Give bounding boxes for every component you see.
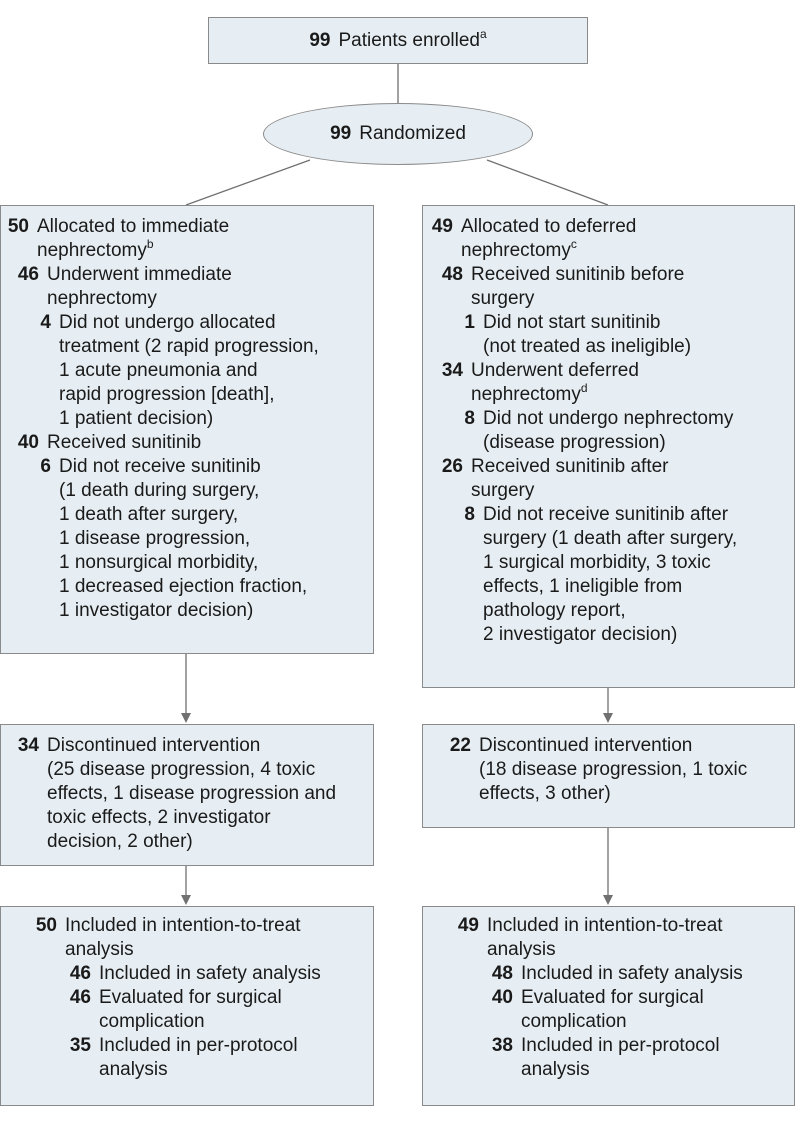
analysis-item-line [423, 986, 794, 1010]
allocation-heading-text: nephrectomy [37, 240, 147, 261]
connector-randomized-right [487, 160, 608, 205]
analysis-item [423, 1034, 794, 1082]
allocation-item-count: 46 [17, 264, 39, 285]
analysis-item-line [1, 986, 373, 1010]
allocation-item-text: Received sunitinib [47, 432, 202, 453]
allocation-item-text: rapid progression [death], [59, 384, 275, 405]
allocation-item-text: Received sunitinib before [471, 264, 685, 285]
analysis-item-count: 40 [491, 987, 513, 1008]
allocation-item-line [423, 407, 794, 431]
allocation-item-count: 1 [464, 312, 475, 333]
enrolled-label: Patients enrolled [338, 29, 480, 51]
allocation-item-text: surgery [471, 288, 535, 309]
allocation-item-line [423, 431, 794, 455]
allocation-item-line [1, 575, 373, 599]
allocation-heading [1, 215, 373, 263]
allocation-item-text: Did not undergo nephrectomy [483, 408, 734, 429]
enrolled-box [208, 17, 588, 64]
randomized-label: Randomized [359, 123, 466, 144]
allocation-item-line [1, 551, 373, 575]
allocation-item-line [423, 623, 794, 647]
discontinued-entry-text: effects, 3 other) [479, 783, 611, 804]
allocation-item-text: 1 nonsurgical morbidity, [59, 552, 259, 573]
randomized-count: 99 [330, 123, 352, 144]
enrolled-count: 99 [309, 29, 331, 51]
allocation-item-text: 1 investigator decision) [59, 600, 254, 621]
allocation-item-text: Underwent deferred [471, 360, 639, 381]
analysis-heading [1, 914, 373, 962]
discontinued-entry-line [1, 782, 373, 806]
connector-randomized-left [186, 160, 310, 205]
analysis-heading-line [423, 938, 794, 962]
analysis-item-count: 38 [491, 1035, 513, 1056]
analysis-item-line [423, 962, 794, 986]
discontinued-entry-line [1, 758, 373, 782]
allocation-item-line [423, 599, 794, 623]
allocation-item-line [423, 503, 794, 527]
allocation-item-line [1, 311, 373, 335]
allocation-item-count: 8 [464, 408, 475, 429]
allocation-heading-text: Allocated to immediate [37, 216, 230, 237]
allocation-item-line [1, 287, 373, 311]
allocation-item-line [1, 503, 373, 527]
allocation-item-text: Did not receive sunitinib [59, 456, 261, 477]
allocation-item-text: Did not start sunitinib [483, 312, 661, 333]
allocation-item-text: effects, 1 ineligible from [483, 576, 683, 597]
allocation-heading-line [423, 215, 794, 239]
allocation-item [423, 311, 794, 359]
allocation-item [1, 311, 373, 431]
allocation-item [423, 359, 794, 407]
allocation-item-line [1, 335, 373, 359]
allocation-item-line [1, 455, 373, 479]
deferred-discontinued-box [422, 724, 795, 828]
allocation-item-line [423, 335, 794, 359]
allocation-item-text: Did not receive sunitinib after [483, 504, 729, 525]
allocation-item-text: Underwent immediate [47, 264, 232, 285]
analysis-item-line [1, 1058, 373, 1082]
allocation-item-count: 26 [441, 456, 463, 477]
allocation-item-line [1, 359, 373, 383]
analysis-item-text: complication [99, 1011, 205, 1032]
immediate-discontinued-box [0, 724, 374, 866]
allocation-item [1, 455, 373, 623]
discontinued-entry-text: Discontinued intervention [479, 735, 693, 756]
analysis-item-text: complication [521, 1011, 627, 1032]
discontinued-entry-line [423, 758, 794, 782]
allocation-item-text: nephrectomy [47, 288, 157, 309]
analysis-item-line [423, 1034, 794, 1058]
analysis-heading-text: analysis [487, 939, 556, 960]
allocation-item-text: 1 death after surgery, [59, 504, 239, 525]
allocation-item-text: 1 surgical morbidity, 3 toxic [483, 552, 711, 573]
allocation-item-line [1, 599, 373, 623]
discontinued-entry-count: 34 [17, 735, 39, 756]
allocation-item-text: 2 investigator decision) [483, 624, 678, 645]
analysis-item-line [1, 962, 373, 986]
allocation-heading-count: 49 [431, 216, 453, 237]
analysis-heading-text: Included in intention-to-treat [65, 915, 301, 936]
allocation-item-line [423, 479, 794, 503]
allocation-item [1, 263, 373, 311]
allocation-item-line [1, 263, 373, 287]
discontinued-entry-text: decision, 2 other) [47, 831, 193, 852]
analysis-item-count: 35 [69, 1035, 91, 1056]
allocation-heading-footnote: b [146, 237, 154, 251]
analysis-item-line [423, 1010, 794, 1034]
allocation-heading [423, 215, 794, 263]
allocation-heading-text: Allocated to deferred [461, 216, 637, 237]
deferred-nephrectomy-box [422, 205, 795, 688]
allocation-item-text: nephrectomy [471, 384, 581, 405]
allocation-item-text: surgery [471, 480, 535, 501]
analysis-item-text: Included in safety analysis [99, 963, 321, 984]
randomized-ellipse [263, 103, 533, 165]
analysis-item-text: Included in per-protocol [521, 1035, 720, 1056]
allocation-item-line [1, 479, 373, 503]
immediate-analysis-box [0, 906, 374, 1106]
allocation-item-text: Did not undergo allocated [59, 312, 276, 333]
allocation-item-text: 1 decreased ejection fraction, [59, 576, 308, 597]
discontinued-entry-count: 22 [449, 735, 471, 756]
analysis-item [1, 1034, 373, 1082]
allocation-heading-count: 50 [7, 216, 29, 237]
allocation-item-text: (disease progression) [483, 432, 666, 453]
allocation-item-footnote: d [580, 381, 588, 395]
discontinued-entry-line [1, 734, 373, 758]
allocation-heading-text: nephrectomy [461, 240, 571, 261]
allocation-item-count: 48 [441, 264, 463, 285]
analysis-item [1, 962, 373, 986]
allocation-item-line [423, 311, 794, 335]
analysis-item [423, 962, 794, 986]
enrolled-footnote: a [480, 26, 487, 41]
discontinued-entry [423, 734, 794, 806]
analysis-item-count: 48 [491, 963, 513, 984]
allocation-item-text: treatment (2 rapid progression, [59, 336, 319, 357]
allocation-item-count: 34 [441, 360, 463, 381]
discontinued-entry-text: (25 disease progression, 4 toxic [47, 759, 316, 780]
allocation-item-line [1, 527, 373, 551]
allocation-item-text: (not treated as ineligible) [483, 336, 692, 357]
allocation-item [1, 431, 373, 455]
allocation-item-line [423, 551, 794, 575]
allocation-item [423, 263, 794, 311]
allocation-item-line [423, 575, 794, 599]
discontinued-entry-line [423, 782, 794, 806]
analysis-heading-text: analysis [65, 939, 134, 960]
analysis-heading-count: 49 [457, 915, 479, 936]
allocation-item-line [423, 527, 794, 551]
allocation-item-text: surgery (1 death after surgery, [483, 528, 738, 549]
discontinued-entry [1, 734, 373, 854]
discontinued-entry-text: Discontinued intervention [47, 735, 261, 756]
discontinued-entry-text: toxic effects, 2 investigator [47, 807, 271, 828]
allocation-item-line [423, 263, 794, 287]
analysis-item [423, 986, 794, 1034]
analysis-item-text: Evaluated for surgical [521, 987, 704, 1008]
allocation-item-line [423, 359, 794, 383]
analysis-item-text: analysis [521, 1059, 590, 1080]
discontinued-entry-text: effects, 1 disease progression and [47, 783, 337, 804]
allocation-item-text: 1 acute pneumonia and [59, 360, 258, 381]
allocation-item-line [1, 431, 373, 455]
allocation-heading-line [1, 215, 373, 239]
discontinued-entry-text: (18 disease progression, 1 toxic [479, 759, 748, 780]
allocation-item-text: 1 patient decision) [59, 408, 214, 429]
allocation-item-count: 8 [464, 504, 475, 525]
allocation-item-line [1, 407, 373, 431]
analysis-item-line [1, 1034, 373, 1058]
allocation-item-text: Received sunitinib after [471, 456, 669, 477]
analysis-item-line [1, 1010, 373, 1034]
allocation-item-text: pathology report, [483, 600, 626, 621]
analysis-heading-line [423, 914, 794, 938]
allocation-heading-line [423, 239, 794, 263]
allocation-item-text: (1 death during surgery, [59, 480, 260, 501]
immediate-nephrectomy-box [0, 205, 374, 654]
analysis-heading [423, 914, 794, 962]
analysis-item-count: 46 [69, 963, 91, 984]
analysis-item-text: Included in per-protocol [99, 1035, 298, 1056]
allocation-item-count: 40 [17, 432, 39, 453]
allocation-item [423, 503, 794, 647]
analysis-item-line [423, 1058, 794, 1082]
analysis-item-text: Included in safety analysis [521, 963, 743, 984]
analysis-heading-line [1, 914, 373, 938]
analysis-heading-text: Included in intention-to-treat [487, 915, 723, 936]
allocation-item-text: 1 disease progression, [59, 528, 251, 549]
allocation-heading-footnote: c [570, 237, 577, 251]
allocation-heading-line [1, 239, 373, 263]
allocation-item-line [423, 287, 794, 311]
allocation-item [423, 407, 794, 455]
allocation-item-line [1, 383, 373, 407]
analysis-heading-line [1, 938, 373, 962]
allocation-item [423, 455, 794, 503]
analysis-item-text: analysis [99, 1059, 168, 1080]
allocation-item-line [423, 455, 794, 479]
analysis-item [1, 986, 373, 1034]
allocation-item-count: 6 [40, 456, 51, 477]
deferred-analysis-box [422, 906, 795, 1106]
discontinued-entry-line [1, 830, 373, 854]
analysis-item-count: 46 [69, 987, 91, 1008]
discontinued-entry-line [1, 806, 373, 830]
discontinued-entry-line [423, 734, 794, 758]
allocation-item-count: 4 [40, 312, 51, 333]
analysis-heading-count: 50 [35, 915, 57, 936]
analysis-item-text: Evaluated for surgical [99, 987, 282, 1008]
allocation-item-line [423, 383, 794, 407]
